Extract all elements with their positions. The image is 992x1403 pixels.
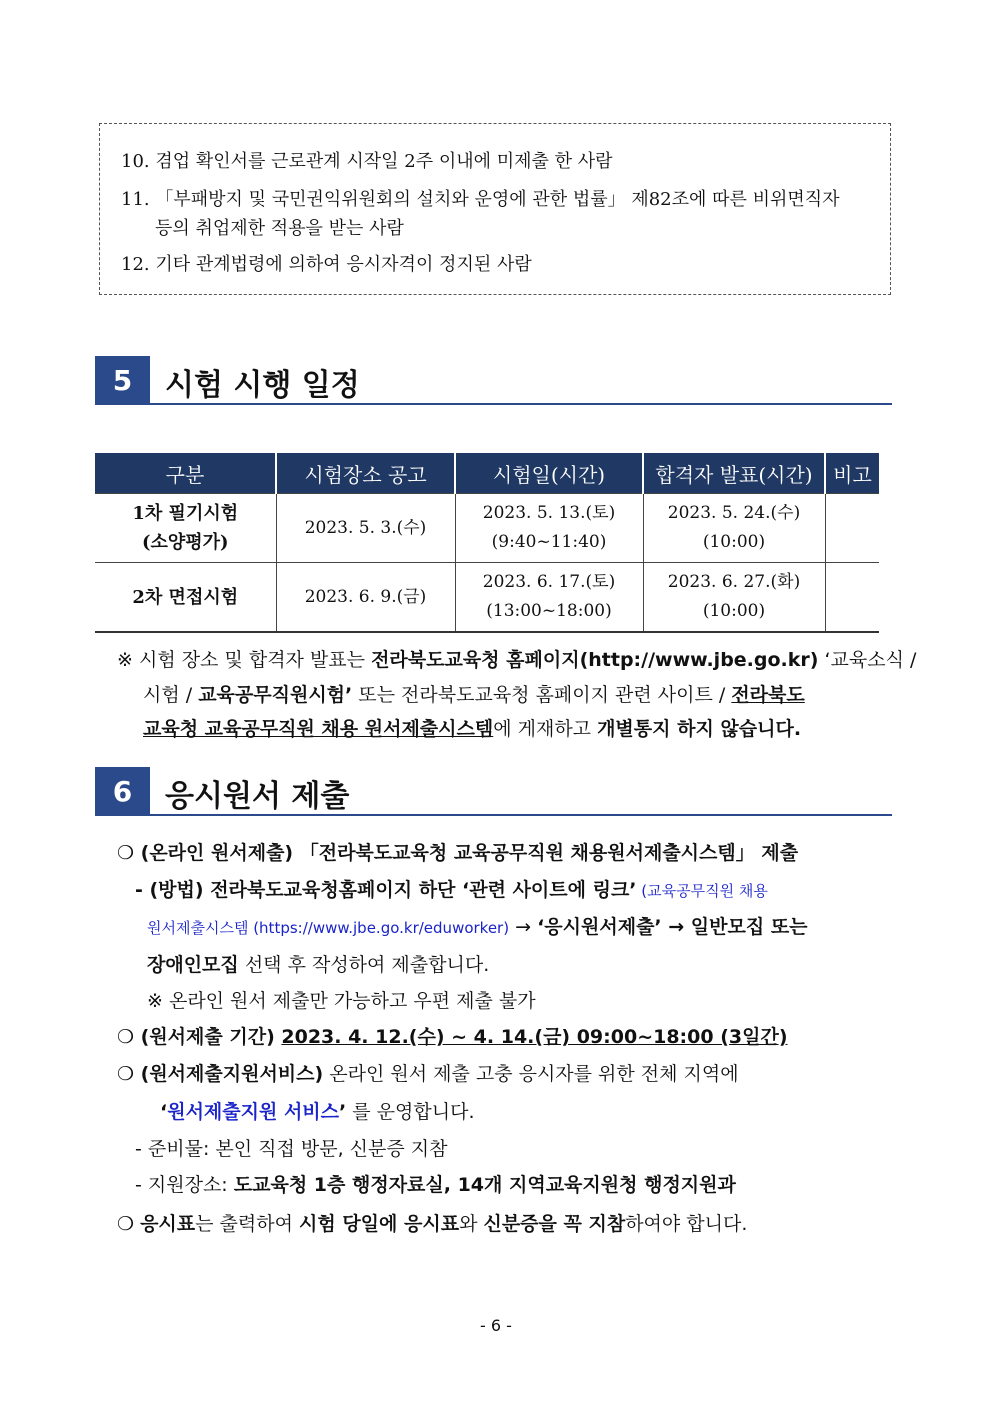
- disqualify-item-12: 12. 기타 관계법령에 의하여 응시자격이 정지된 사람: [121, 254, 532, 275]
- exam-date-cell: [455, 494, 643, 563]
- result-date-cell: [643, 494, 825, 563]
- apply-period: ❍ (원서제출 기간) 2023. 4. 12.(수) ~ 4. 14.(금) 09:00~18:00 (3일간): [117, 1026, 788, 1048]
- exam-type-cell: [95, 494, 276, 563]
- disqualify-item-11: 11. 「부패방지 및 국민권익위원회의 설치와 운영에 관한 법률」 제82조에 따른 비위면직자: [121, 189, 840, 210]
- exam-type-cell: [95, 563, 276, 633]
- exam-date: 2023. 5. 13.(토): [482, 503, 616, 523]
- section-6-rule: [95, 814, 892, 816]
- header-type: 구분: [95, 453, 276, 494]
- exam-date: 2023. 6. 17.(토): [482, 572, 616, 592]
- section-5-title: 시험 시행 일정: [165, 368, 360, 403]
- section-6-title: 응시원서 제출: [165, 779, 350, 814]
- schedule-header-row: [95, 453, 879, 494]
- exam-date-cell: [455, 563, 643, 633]
- note-cell: [825, 563, 879, 633]
- exam-time: (9:40~11:40): [491, 532, 607, 552]
- venue-notice-date: 2023. 6. 9.(금): [276, 563, 455, 633]
- admission-ticket-note: ❍ 응시표는 출력하여 시험 당일에 응시표와 신분증을 꼭 지참하여야 합니다.: [117, 1213, 748, 1235]
- header-result-date: 합격자 발표(시간): [643, 453, 825, 494]
- support-service-line-1: ❍ (원서제출지원서비스) 온라인 원서 제출 고충 응시자를 위한 전체 지역에: [117, 1063, 739, 1085]
- result-date: 2023. 5. 24.(수): [667, 503, 801, 523]
- apply-method-line-1: - (방법) 전라북도교육청홈페이지 하단 ‘관련 사이트에 링크’ (교육공무직원 채용: [135, 879, 768, 901]
- result-date-cell: [643, 563, 825, 633]
- section-5-rule: [95, 403, 892, 405]
- online-apply-heading: ❍ (온라인 원서제출) 「전라북도교육청 교육공무직원 채용원서제출시스템」 제출: [117, 842, 799, 864]
- result-time: (10:00): [702, 532, 766, 552]
- online-only-note: ※ 온라인 원서 제출만 가능하고 우편 제출 불가: [147, 990, 536, 1012]
- exam-type-sub: (소양평가): [141, 532, 229, 553]
- table-row: [95, 563, 879, 633]
- section-6-number: 6: [95, 767, 150, 815]
- apply-method-line-2: 원서제출시스템 (https://www.jbe.go.kr/eduworker) → ‘응시원서제출’ → 일반모집 또는: [147, 916, 808, 938]
- exam-type: 2차 면접시험: [132, 586, 239, 608]
- note-cell: [825, 494, 879, 563]
- schedule-note-line-1: ※ 시험 장소 및 합격자 발표는 전라북도교육청 홈페이지(http://www.jbe.go.kr) ‘교육소식 /: [117, 649, 917, 671]
- support-service-line-2: ‘원서제출지원 서비스’ 를 운영합니다.: [160, 1101, 475, 1123]
- table-row: [95, 494, 879, 563]
- schedule-note-line-2: 시험 / 교육공무직원시험’ 또는 전라북도교육청 홈페이지 관련 사이트 / 전라북도: [143, 684, 805, 706]
- schedule-note-line-3: 교육청 교육공무직원 채용 원서제출시스템에 게재하고 개별통지 하지 않습니다.: [143, 718, 802, 740]
- apply-method-line-3: 장애인모집 선택 후 작성하여 제출합니다.: [147, 954, 490, 976]
- header-exam-date: 시험일(시간): [455, 453, 643, 494]
- exam-type: 1차 필기시험: [132, 503, 239, 524]
- apply-system-link[interactable]: 원서제출시스템 (https://www.jbe.go.kr/eduworker): [147, 919, 510, 937]
- page-number: - 6 -: [480, 1316, 512, 1335]
- result-time: (10:00): [702, 601, 766, 621]
- support-place: - 지원장소: 도교육청 1층 행정자료실, 14개 지역교육지원청 행정지원과: [135, 1174, 736, 1196]
- header-venue-notice: 시험장소 공고: [276, 453, 455, 494]
- header-note: 비고: [825, 453, 879, 494]
- exam-time: (13:00~18:00): [486, 601, 612, 621]
- support-prep: - 준비물: 본인 직접 방문, 신분증 지참: [135, 1138, 448, 1160]
- disqualify-item-11-cont: 등의 취업제한 적용을 받는 사람: [155, 218, 404, 239]
- disqualify-item-10: 10. 겸업 확인서를 근로관계 시작일 2주 이내에 미제출 한 사람: [121, 151, 613, 172]
- venue-notice-date: 2023. 5. 3.(수): [276, 494, 455, 563]
- schedule-table: [95, 453, 879, 633]
- result-date: 2023. 6. 27.(화): [667, 572, 801, 592]
- section-5-number: 5: [95, 356, 150, 404]
